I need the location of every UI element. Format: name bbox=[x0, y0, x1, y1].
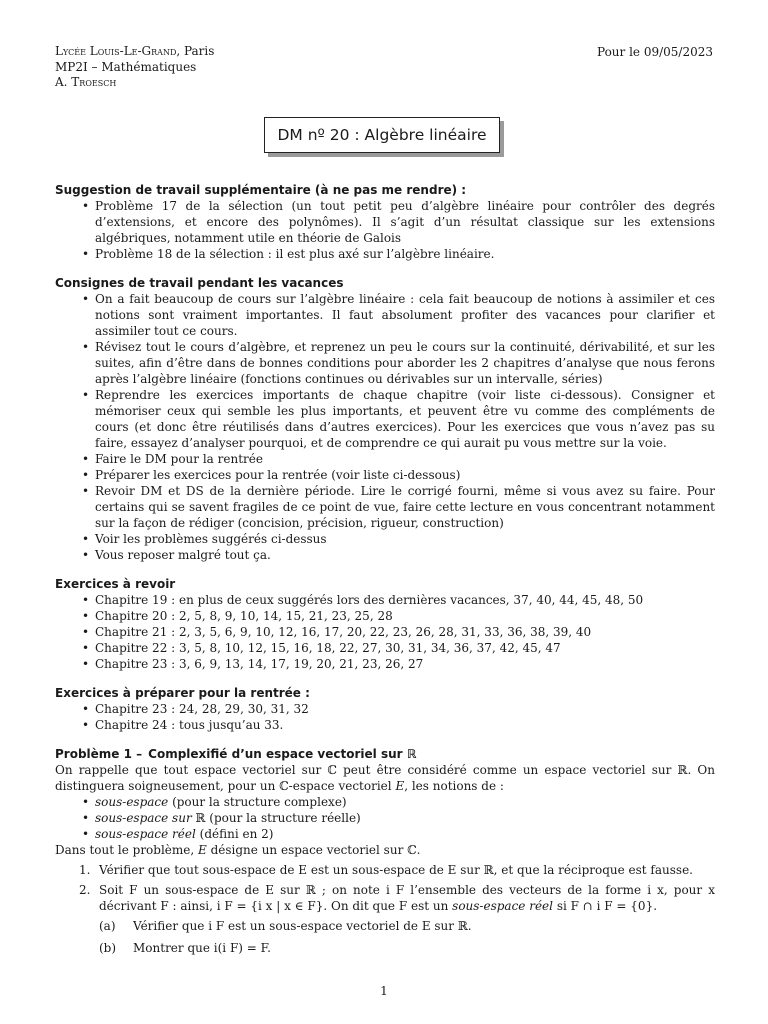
notions-list bbox=[55, 794, 715, 842]
list-item: • Reprendre les exercices importants de chaque chapitre (voir liste ci-dessous). Consigner et mémoriser ceux qui semble les plus importants, et peuvent être vu comme des compléments de cours (et donc être réutilisés dans d’autres exercices). Pour les exercices que vous n’avez pas su faire, essayez d’analyser pourquoi, et de comprendre ce qui aurait pu vous mettre sur la voie. bbox=[95, 387, 715, 451]
problem-title-text: Complexifié d’un espace vectoriel sur ℝ bbox=[148, 747, 417, 761]
teacher-initial: A. bbox=[55, 75, 72, 89]
problem-title bbox=[55, 746, 715, 762]
list-item: • Faire le DM pour la rentrée bbox=[95, 451, 715, 467]
question-text: Soit F un sous-espace de E sur ℝ ; on note i F l’ensemble des vecteurs de la forme i x, pour x décrivant F : ainsi, i F = {i x | x ∈ F}. On dit que F est un bbox=[99, 883, 715, 913]
notion-note: ℝ (pour la structure réelle) bbox=[191, 811, 361, 825]
subquestions-list bbox=[99, 918, 715, 956]
question-2 bbox=[79, 882, 715, 956]
list-item: • Chapitre 22 : 3, 5, 8, 10, 12, 15, 16, 18, 22, 27, 30, 31, 34, 36, 37, 42, 45, 47 bbox=[95, 640, 715, 656]
list-item: • Chapitre 20 : 2, 5, 8, 9, 10, 14, 15, 21, 23, 25, 28 bbox=[95, 608, 715, 624]
question-number: 2. bbox=[79, 883, 91, 897]
notion-note: (pour la structure complexe) bbox=[168, 795, 347, 809]
notion-note: (défini en 2) bbox=[195, 827, 274, 841]
header-left bbox=[55, 44, 214, 91]
subquestion-number: (a) bbox=[99, 919, 116, 933]
notion-term: sous-espace bbox=[95, 795, 169, 809]
question-1 bbox=[79, 862, 715, 878]
question-text: Vérifier que tout sous-espace de E est un sous-espace de E sur ℝ, et que la réciproque est fausse. bbox=[99, 863, 693, 877]
question-number: 1. bbox=[79, 863, 91, 877]
teacher-name: Troesch bbox=[71, 75, 117, 89]
page-title: DM nº 20 : Algèbre linéaire bbox=[264, 117, 500, 153]
list-item: • Chapitre 23 : 24, 28, 29, 30, 31, 32 bbox=[95, 701, 715, 717]
problem-intro bbox=[55, 762, 715, 794]
school-city: , Paris bbox=[176, 44, 215, 58]
intro-text: On rappelle que tout espace vectoriel sur ℂ peut être considéré comme un espace vectoriel sur ℝ. On distinguera soigneusement, pour un ℂ-espace vectoriel bbox=[55, 763, 715, 793]
class-line: MP2I – Mathématiques bbox=[55, 59, 197, 74]
subquestion-text: Montrer que i(i F) = F. bbox=[133, 941, 271, 955]
context-var: E bbox=[198, 843, 207, 857]
questions-list bbox=[55, 862, 715, 956]
list-item: • Chapitre 21 : 2, 3, 5, 6, 9, 10, 12, 16, 17, 20, 22, 23, 26, 28, 31, 33, 36, 38, 39, 40 bbox=[95, 624, 715, 640]
revoir-list bbox=[55, 592, 715, 672]
problem-context bbox=[55, 842, 715, 858]
due-date: Pour le 09/05/2023 bbox=[596, 45, 713, 59]
subquestion-a bbox=[99, 918, 715, 934]
suggestion-list bbox=[55, 198, 715, 262]
problem-label: Problème 1 – bbox=[55, 747, 143, 761]
school-name: Lycée Louis-Le-Grand bbox=[55, 44, 177, 58]
context-text: Dans tout le problème, bbox=[55, 843, 199, 857]
question-text-end: si F ∩ i F = {0}. bbox=[553, 899, 658, 913]
subquestion-number: (b) bbox=[99, 941, 117, 955]
page-number: 1 bbox=[380, 984, 388, 998]
title-frame bbox=[264, 117, 500, 153]
list-item: • Chapitre 19 : en plus de ceux suggérés lors des dernières vacances, 37, 40, 44, 45, 48, 50 bbox=[95, 592, 715, 608]
notion-term: sous-espace sur bbox=[95, 811, 192, 825]
list-item: • Voir les problèmes suggérés ci-dessus bbox=[95, 531, 715, 547]
teacher-line bbox=[55, 75, 214, 91]
list-item: • Problème 18 de la sélection : il est plus axé sur l’algèbre linéaire. bbox=[95, 246, 715, 262]
consignes-list bbox=[55, 291, 715, 563]
notion-term: sous-espace réel bbox=[95, 827, 196, 841]
list-item: • Préparer les exercices pour la rentrée (voir liste ci-dessous) bbox=[95, 467, 715, 483]
context-text-end: désigne un espace vectoriel sur ℂ. bbox=[206, 843, 421, 857]
preparer-heading: Exercices à préparer pour la rentrée : bbox=[55, 686, 310, 700]
intro-var: E bbox=[395, 779, 405, 793]
list-item: • Vous reposer malgré tout ça. bbox=[95, 547, 715, 563]
list-item: • On a fait beaucoup de cours sur l’algèbre linéaire : cela fait beaucoup de notions à assimiler et ces notions sont vraiment importantes. Il faut absolument profiter des vacances pour clarifier et assimiler tout ce cours. bbox=[95, 291, 715, 339]
intro-text-end: , les notions de : bbox=[404, 779, 504, 793]
subquestion-b bbox=[99, 940, 715, 956]
list-item bbox=[95, 826, 715, 842]
list-item: • Revoir DM et DS de la dernière période. Lire le corrigé fourni, même si vous avez su faire. Pour certains qui se savent fragiles de ce point de vue, faire cette lecture en vous concentrant notamment sur la façon de rédiger (concision, précision, rigueur, construction) bbox=[95, 483, 715, 531]
list-item: • Problème 17 de la sélection (un tout petit peu d’algèbre linéaire pour contrôler des degrés d’extensions, et encore des polynômes). Il s’agit d’un résultat classique sur les extensions algébriques, notamment utile en théorie de Galois bbox=[95, 198, 715, 246]
consignes-heading: Consignes de travail pendant les vacances bbox=[55, 276, 344, 290]
subquestion-text: Vérifier que i F est un sous-espace vectoriel de E sur ℝ. bbox=[133, 919, 472, 933]
suggestion-heading: Suggestion de travail supplémentaire (à ne pas me rendre) : bbox=[55, 183, 467, 197]
list-item: • Révisez tout le cours d’algèbre, et reprenez un peu le cours sur la continuité, dérivabilité, et sur les suites, afin d’être dans de bonnes conditions pour aborder les 2 chapitres d’analyse que nous ferons après l’algèbre linéaire (fonctions continues ou dérivables sur un intervalle, séries) bbox=[95, 339, 715, 387]
school-line bbox=[55, 44, 214, 60]
document-body bbox=[55, 182, 715, 962]
revoir-heading: Exercices à revoir bbox=[55, 577, 176, 591]
list-item: • Chapitre 23 : 3, 6, 9, 13, 14, 17, 19, 20, 21, 23, 26, 27 bbox=[95, 656, 715, 672]
list-item bbox=[95, 794, 715, 810]
preparer-list bbox=[55, 701, 715, 733]
list-item bbox=[95, 810, 715, 826]
question-term: sous-espace réel bbox=[452, 899, 553, 913]
list-item: • Chapitre 24 : tous jusqu’au 33. bbox=[95, 717, 715, 733]
